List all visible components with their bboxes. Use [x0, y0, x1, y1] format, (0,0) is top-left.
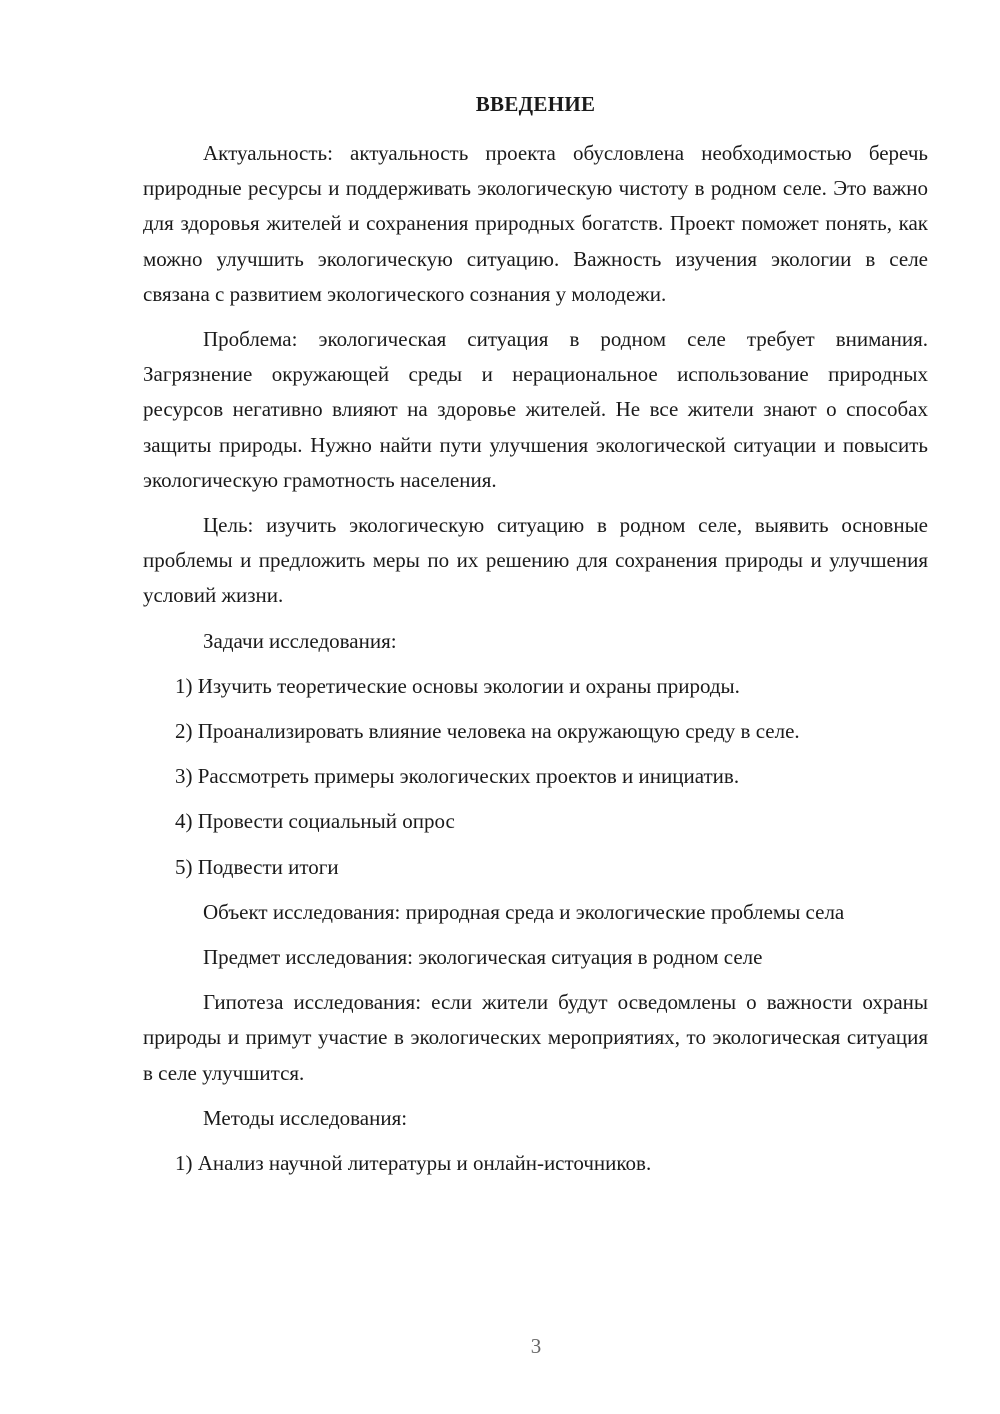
page-title: ВВЕДЕНИЕ: [475, 92, 596, 116]
tasks-list: [143, 669, 928, 885]
list-item: 1) Изучить теоретические основы экологии и охраны природы.: [175, 673, 740, 698]
list-item: 4) Провести социальный опрос: [175, 809, 455, 834]
problem-paragraph: Проблема: экологическая ситуация в родном селе требует внимания. Загрязнение окружающей среды и нерациональное использование природных ресурсов негативно влияют на здоровье жителей. Не все жители знают о способах защиты природы. Нужно найти пути улучшения экологической ситуации и повысить экологическую грамотность населения.: [143, 327, 928, 492]
goal-paragraph: Цель: изучить экологическую ситуацию в родном селе, выявить основные проблемы и предложить меры по их решению для сохранения природы и улучшения условий жизни.: [143, 513, 928, 608]
hypothesis-paragraph: Гипотеза исследования: если жители будут осведомлены о важности охраны природы и примут участие в экологических мероприятиях, то экологическая ситуация в селе улучшится.: [143, 990, 928, 1085]
page-number: 3: [530, 1334, 542, 1358]
methods-title: Методы исследования:: [203, 1105, 408, 1130]
methods-list: [143, 1146, 928, 1181]
relevance-paragraph: Актуальность: актуальность проекта обусловлена необходимостью беречь природные ресурсы и поддерживать экологическую чистоту в родном селе. Это важно для здоровья жителей и сохранения природных богатств. Проект поможет понять, как можно улучшить экологическую ситуацию. Важность изучения экологии в селе связана с развитием экологического сознания у молодежи.: [143, 141, 928, 306]
tasks-title: Задачи исследования:: [203, 628, 397, 653]
document-page: [143, 92, 928, 1191]
list-item: 1) Анализ научной литературы и онлайн-источников.: [175, 1151, 652, 1176]
subject-paragraph: Предмет исследования: экологическая ситуация в родном селе: [203, 945, 763, 970]
object-paragraph: Объект исследования: природная среда и экологические проблемы села: [203, 899, 845, 924]
list-item: 2) Проанализировать влияние человека на окружающую среду в селе.: [175, 719, 800, 744]
list-item: 5) Подвести итоги: [175, 854, 339, 879]
list-item: 3) Рассмотреть примеры экологических проектов и инициатив.: [175, 764, 740, 789]
